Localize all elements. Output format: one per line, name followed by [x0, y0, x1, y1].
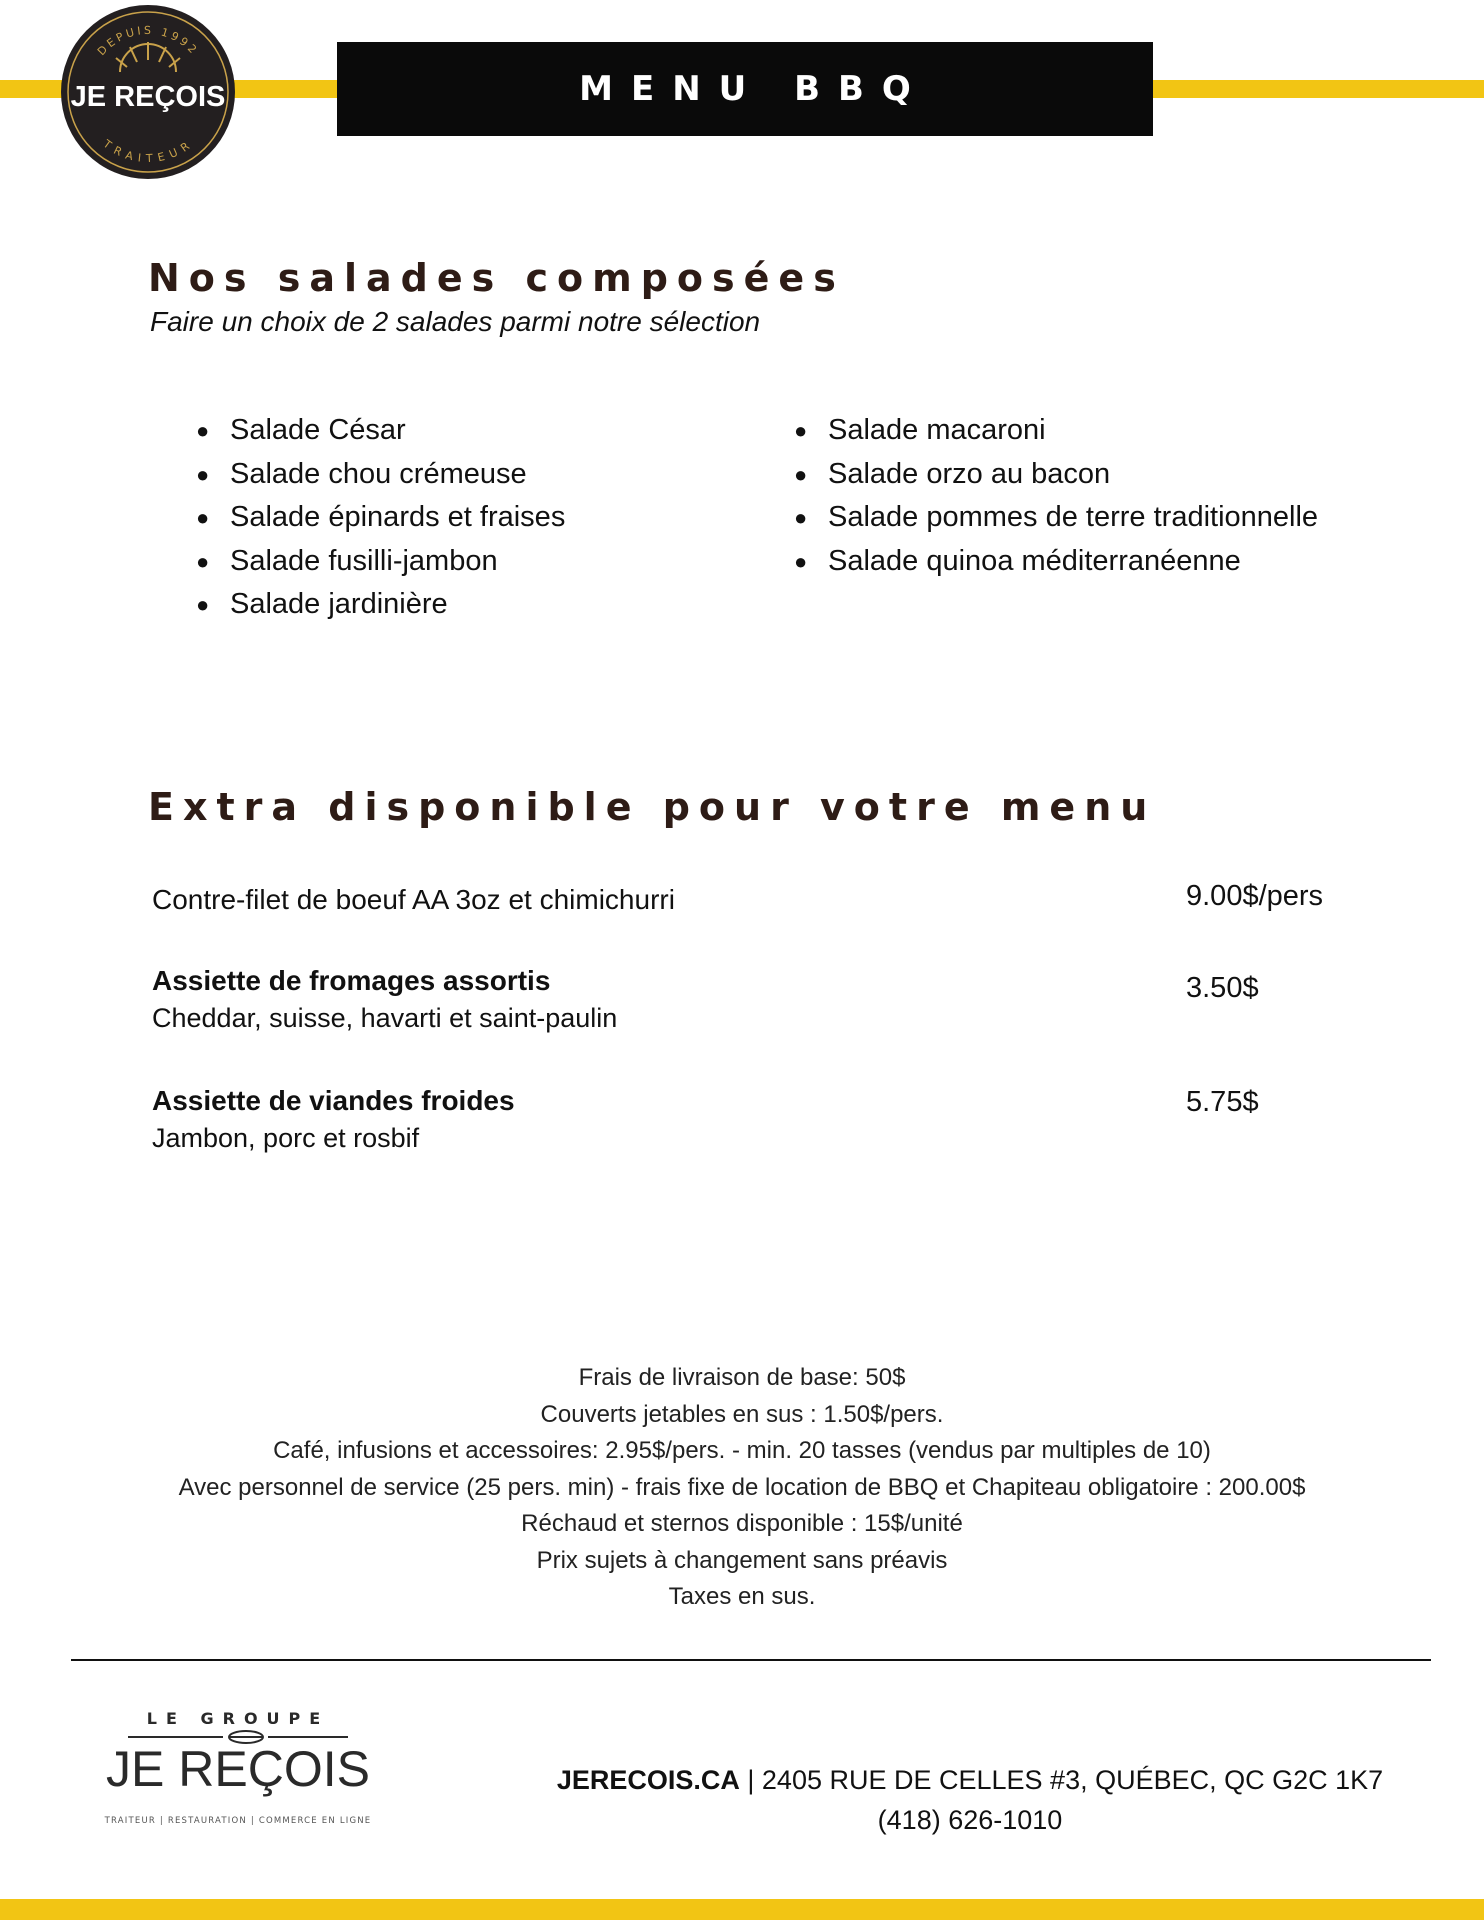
extras-heading: Extra disponible pour votre menu: [148, 785, 1157, 829]
note-line: Frais de livraison de base: 50$: [578, 1364, 906, 1391]
salad-list-left: [196, 409, 565, 627]
svg-text:TRAITEUR: TRAITEUR: [100, 137, 196, 166]
bottom-yellow-stripe: [0, 1899, 1484, 1920]
note-line: Avec personnel de service (25 pers. min) - frais fixe de location de BBQ et Chapiteau obligatoire : 200.00$: [178, 1473, 1306, 1501]
extra-item-viandes: [152, 1085, 1352, 1154]
extra-item-name: Assiette de viandes froides: [152, 1085, 515, 1116]
phone-number: (418) 626-1010: [877, 1805, 1063, 1835]
extra-item-name: Contre-filet de boeuf AA 3oz et chimichurri: [152, 884, 675, 915]
bullet-icon: ●: [794, 461, 808, 487]
bullet-icon: ●: [196, 592, 210, 618]
extra-item-contre-filet: [152, 880, 1352, 916]
extra-item-fromages: [152, 965, 1352, 1034]
salads-heading: Nos salades composées: [148, 256, 845, 300]
list-item: ● Salade César: [196, 409, 565, 453]
svg-text:JE REÇOIS: JE REÇOIS: [70, 81, 226, 113]
contact-info: [520, 1760, 1420, 1840]
svg-text:TRAITEUR | RESTAURATION | COMM: TRAITEUR | RESTAURATION | COMMERCE EN LIGNE: [104, 1816, 372, 1826]
website-link[interactable]: JERECOIS.CA: [556, 1765, 740, 1795]
list-item: ● Salade quinoa méditerranéenne: [794, 540, 1318, 584]
groupe-je-recois-logo: [78, 1700, 398, 1840]
svg-text:DEPUIS 1992: DEPUIS 1992: [94, 23, 202, 59]
pricing-notes: [0, 1360, 1484, 1616]
extra-item-price: 3.50$: [1186, 972, 1259, 1004]
list-item: ● Salade orzo au bacon: [794, 453, 1318, 497]
list-item: ● Salade chou crémeuse: [196, 453, 565, 497]
list-item: ● Salade pommes de terre traditionnelle: [794, 496, 1318, 540]
extra-item-price: 5.75$: [1186, 1086, 1259, 1118]
list-item: ● Salade macaroni: [794, 409, 1318, 453]
salad-list-right: [794, 409, 1318, 583]
je-recois-logo: [58, 2, 238, 182]
bullet-icon: ●: [196, 461, 210, 487]
footer-divider: [71, 1659, 1431, 1661]
list-item: ● Salade épinards et fraises: [196, 496, 565, 540]
extra-item-price: 9.00$/pers: [1186, 880, 1324, 912]
note-line: Taxes en sus.: [668, 1583, 816, 1610]
bullet-icon: ●: [794, 505, 808, 531]
salads-subtitle: Faire un choix de 2 salades parmi notre sélection: [150, 306, 761, 337]
note-line: Prix sujets à changement sans préavis: [536, 1546, 948, 1574]
svg-text:JE REÇOIS: JE REÇOIS: [106, 1741, 370, 1797]
bullet-icon: ●: [196, 418, 210, 443]
bullet-icon: ●: [196, 505, 210, 531]
page-title: MENU BBQ: [579, 69, 929, 109]
extra-item-name: Assiette de fromages assortis: [152, 965, 551, 996]
note-line: Couverts jetables en sus : 1.50$/pers.: [540, 1400, 944, 1428]
separator: |: [739, 1765, 762, 1795]
bullet-icon: ●: [794, 418, 808, 443]
note-line: Café, infusions et accessoires: 2.95$/pers. - min. 20 tasses (vendus par multiples de 10): [273, 1437, 1211, 1464]
svg-text:LE GROUPE: LE GROUPE: [146, 1709, 330, 1728]
extra-item-description: Cheddar, suisse, havarti et saint-paulin: [152, 1003, 618, 1033]
title-banner: [337, 42, 1153, 136]
extra-item-description: Jambon, porc et rosbif: [152, 1123, 420, 1153]
bullet-icon: ●: [794, 548, 808, 574]
note-line: Réchaud et sternos disponible : 15$/unité: [521, 1510, 963, 1537]
bullet-icon: ●: [196, 548, 210, 574]
list-item: ● Salade fusilli-jambon: [196, 540, 565, 584]
address: 2405 RUE DE CELLES #3, QUÉBEC, QC G2C 1K7: [761, 1765, 1384, 1795]
list-item: ● Salade jardinière: [196, 583, 565, 627]
